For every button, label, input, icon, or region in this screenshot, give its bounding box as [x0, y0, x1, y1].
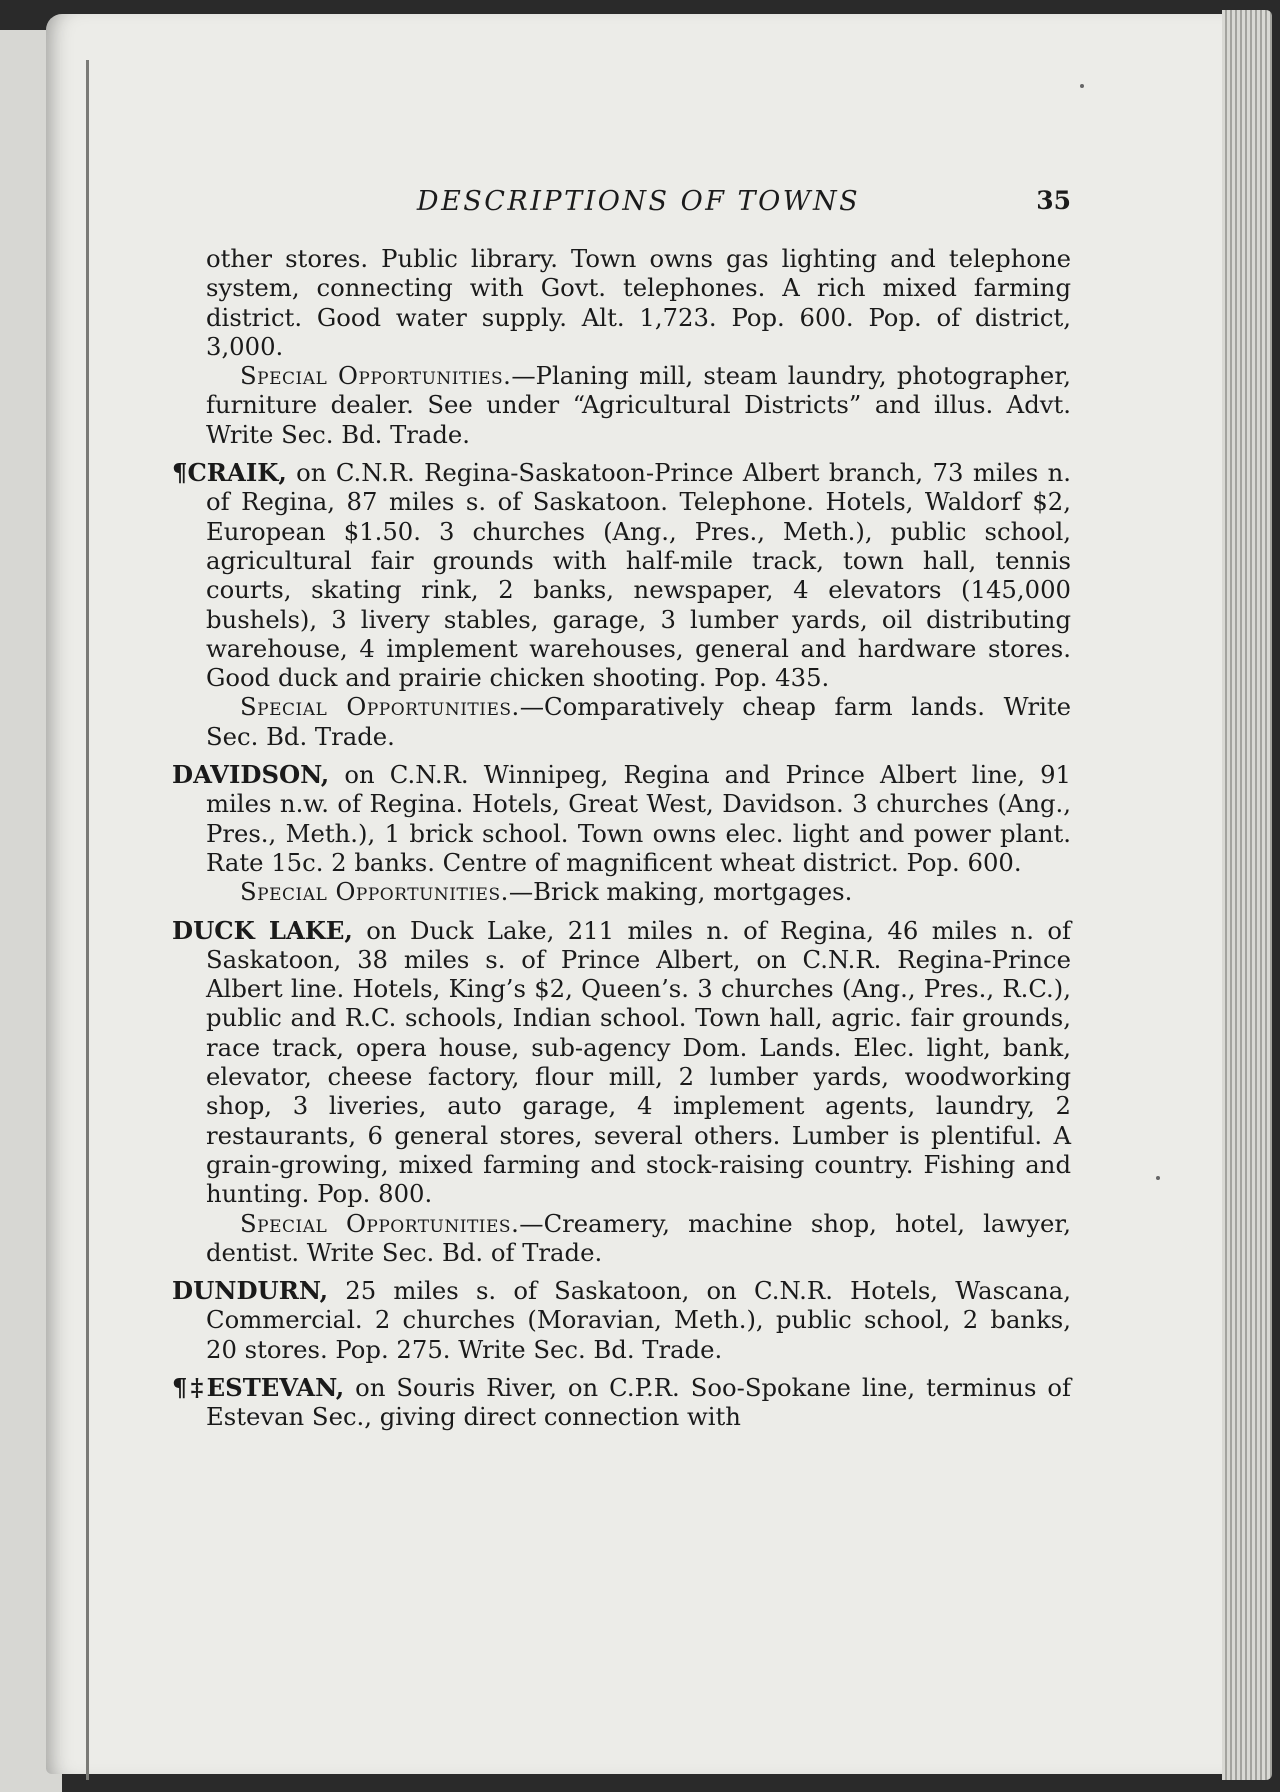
- page-content: [172, 244, 1071, 1441]
- page-stack-edges: [1222, 10, 1272, 1780]
- special-opportunities: [172, 877, 1071, 906]
- opening-continuation: [172, 244, 1071, 449]
- special-label: Special Opportunities.: [240, 1208, 520, 1238]
- special-text: —Planing mill, steam laundry, photographer, furniture dealer. See under “Agricultural Districts” and illus. Advt. Write Sec. Bd. Trade.: [206, 361, 1071, 449]
- opening-body: other stores. Public library. Town owns gas lighting and telephone system, connecting with Govt. telephones. A rich mixed farming district. Good water supply. Alt. 1,723. Pop. 600. Pop. of district, 3,000.: [206, 244, 1071, 361]
- town-text: on Souris River, on C.P.R. Soo-Spokane line, terminus of Estevan Sec., giving direct connection with: [206, 1372, 1071, 1432]
- town-name: ESTEVAN,: [206, 1372, 345, 1402]
- paper-speck: [1156, 1176, 1160, 1180]
- town-description: [172, 916, 1071, 1209]
- town-entry-duck-lake: [172, 916, 1071, 1268]
- special-opportunities: [172, 1209, 1071, 1268]
- town-description: [172, 458, 1071, 692]
- entry-mark: ¶‡: [172, 1372, 207, 1402]
- page-number: 35: [1036, 186, 1071, 215]
- town-text: on Duck Lake, 211 miles n. of Regina, 46 miles n. of Saskatoon, 38 miles s. of Prince Albert, on C.N.R. Regina-Prince Albert line. Hotels, King’s $2, Queen’s. 3 churches (Ang., Pres., R.C.), public and R.C. schools, Indian school. Town hall, agric. fair grounds, race track, opera house, sub-agency Dom. Lands. Elec. light, bank, elevator, cheese factory, flour mill, 2 lumber yards, woodworking shop, 3 liveries, auto garage, 4 implement agents, laundry, 2 restaurants, 6 general stores, several others. Lumber is plentiful. A grain-growing, mixed farming and stock-raising country. Fishing and hunting. Pop. 800.: [206, 915, 1071, 1209]
- special-text: —Creamery, machine shop, hotel, lawyer, dentist. Write Sec. Bd. of Trade.: [206, 1208, 1071, 1267]
- special-label: Special Opportunities.: [240, 692, 520, 722]
- town-text: on C.N.R. Regina-Saskatoon-Prince Albert branch, 73 miles n. of Regina, 87 miles s. of Saskatoon. Telephone. Hotels, Waldorf $2, European $1.50. 3 churches (Ang., Pres., Meth.), public school, agricultural fair grounds with half-mile track, town hall, tennis courts, skating rink, 2 banks, newspaper, 4 elevators (145,000 bushels), 3 livery stables, garage, 3 lumber yards, oil distributing warehouse, 4 implement warehouses, general and hardware stores. Good duck and prairie chicken shooting. Pop. 435.: [206, 458, 1071, 693]
- entry-mark: ¶: [172, 458, 188, 488]
- town-name: DAVIDSON,: [172, 760, 330, 790]
- page-gutter-line: [86, 60, 89, 1780]
- town-name: DUCK LAKE,: [172, 915, 353, 945]
- special-label: Special Opportunities.: [240, 361, 512, 391]
- town-entry-estevan: [172, 1373, 1071, 1432]
- town-description: [172, 760, 1071, 877]
- town-entry-dundurn: [172, 1276, 1071, 1364]
- special-label: Special Opportunities.: [240, 877, 509, 907]
- town-name: DUNDURN,: [172, 1276, 329, 1306]
- town-name: CRAIK,: [187, 458, 287, 488]
- town-entry-davidson: [172, 760, 1071, 906]
- page-header: [206, 186, 1071, 226]
- town-text: 25 miles s. of Saskatoon, on C.N.R. Hotels, Wascana, Commercial. 2 churches (Moravian, Meth.), public school, 2 banks, 20 stores. Pop. 275. Write Sec. Bd. Trade.: [206, 1276, 1071, 1364]
- special-text: —Brick making, mortgages.: [508, 877, 853, 907]
- running-title: DESCRIPTIONS OF TOWNS: [416, 186, 861, 217]
- town-description: [172, 1276, 1071, 1364]
- town-description: [172, 1373, 1071, 1432]
- special-opportunities: [172, 692, 1071, 751]
- town-entry-craik: [172, 458, 1071, 751]
- town-text: on C.N.R. Winnipeg, Regina and Prince Albert line, 91 miles n.w. of Regina. Hotels, Great West, Davidson. 3 churches (Ang., Pres., Meth.), 1 brick school. Town owns elec. light and power plant. Rate 15c. 2 banks. Centre of magnificent wheat district. Pop. 600.: [206, 760, 1071, 877]
- paper-speck: [1080, 84, 1084, 88]
- special-opportunities: [206, 361, 1071, 449]
- special-text: —Comparatively cheap farm lands. Write Sec. Bd. Trade.: [206, 692, 1071, 751]
